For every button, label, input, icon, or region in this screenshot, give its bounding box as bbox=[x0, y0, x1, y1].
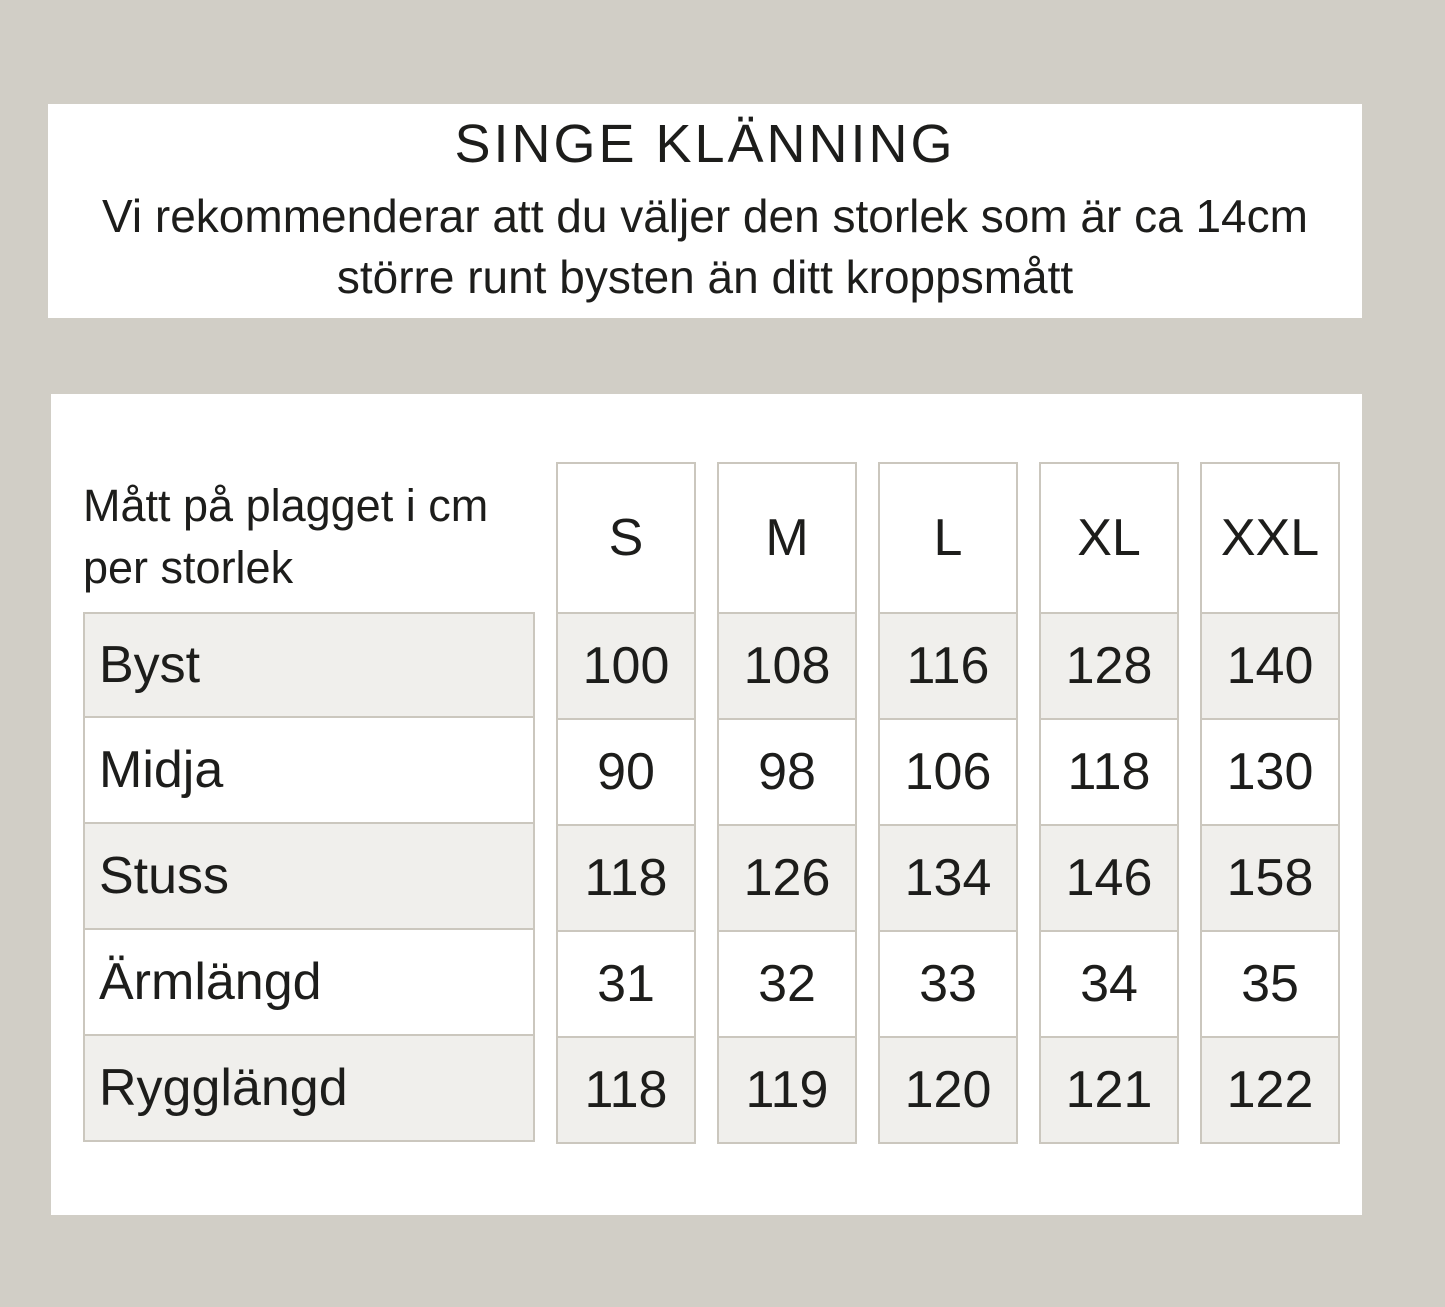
header-panel bbox=[48, 104, 1362, 318]
size-value-cell: 34 bbox=[1041, 930, 1177, 1036]
size-value-cell: 118 bbox=[558, 1036, 694, 1142]
size-column-xxl bbox=[1200, 462, 1340, 1144]
size-column-header: L bbox=[880, 464, 1016, 612]
size-value-cell: 158 bbox=[1202, 824, 1338, 930]
size-column-header: XXL bbox=[1202, 464, 1338, 612]
size-value-cell: 32 bbox=[719, 930, 855, 1036]
row-label-3: Stuss bbox=[83, 822, 535, 930]
size-column-xl bbox=[1039, 462, 1179, 1144]
product-title: SINGE KLÄNNING bbox=[454, 113, 956, 174]
size-value-cell: 119 bbox=[719, 1036, 855, 1142]
size-table-panel bbox=[51, 394, 1362, 1215]
size-value-cell: 134 bbox=[880, 824, 1016, 930]
size-value-cell: 140 bbox=[1202, 612, 1338, 718]
size-column-l bbox=[878, 462, 1018, 1144]
size-value-cell: 108 bbox=[719, 612, 855, 718]
size-column-header: XL bbox=[1041, 464, 1177, 612]
measurement-label-column bbox=[83, 462, 535, 1144]
table-corner-label: Mått på plagget i cm per storlek bbox=[83, 479, 489, 593]
size-value-cell: 121 bbox=[1041, 1036, 1177, 1142]
size-table bbox=[83, 462, 1340, 1144]
size-value-cell: 118 bbox=[558, 824, 694, 930]
size-column-s bbox=[556, 462, 696, 1144]
row-label-4: Ärmlängd bbox=[83, 928, 535, 1036]
size-value-cell: 118 bbox=[1041, 718, 1177, 824]
size-value-cell: 33 bbox=[880, 930, 1016, 1036]
size-value-cell: 90 bbox=[558, 718, 694, 824]
row-label-1: Byst bbox=[83, 612, 535, 718]
size-column-m bbox=[717, 462, 857, 1144]
size-value-cell: 146 bbox=[1041, 824, 1177, 930]
size-value-cell: 106 bbox=[880, 718, 1016, 824]
row-label-2: Midja bbox=[83, 716, 535, 824]
size-value-cell: 31 bbox=[558, 930, 694, 1036]
size-column-header: S bbox=[558, 464, 694, 612]
size-value-cell: 35 bbox=[1202, 930, 1338, 1036]
size-recommendation-text: Vi rekommenderar att du väljer den storlek som är ca 14cm större runt bysten än ditt kroppsmått bbox=[102, 189, 1308, 303]
size-value-cell: 98 bbox=[719, 718, 855, 824]
size-value-cell: 130 bbox=[1202, 718, 1338, 824]
size-value-cell: 126 bbox=[719, 824, 855, 930]
size-column-header: M bbox=[719, 464, 855, 612]
size-value-cell: 122 bbox=[1202, 1036, 1338, 1142]
size-value-cell: 120 bbox=[880, 1036, 1016, 1142]
row-label-5: Rygglängd bbox=[83, 1034, 535, 1142]
size-value-cell: 100 bbox=[558, 612, 694, 718]
size-value-cell: 128 bbox=[1041, 612, 1177, 718]
size-value-cell: 116 bbox=[880, 612, 1016, 718]
